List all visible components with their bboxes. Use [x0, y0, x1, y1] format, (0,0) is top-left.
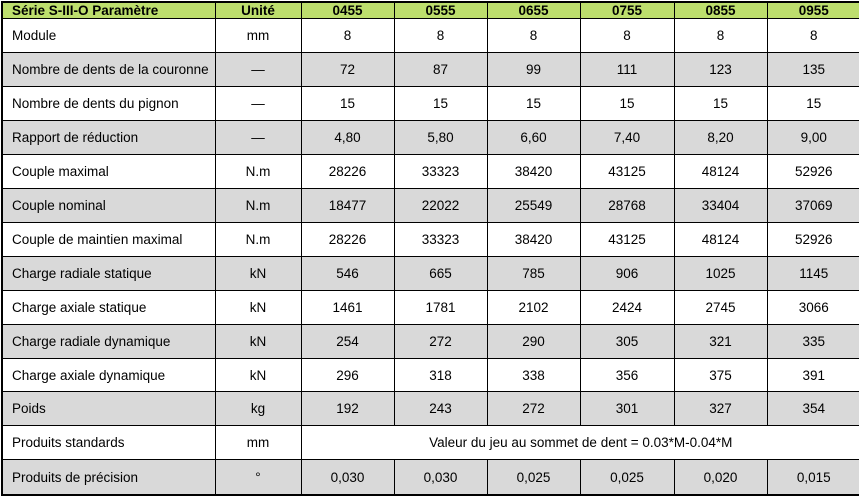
param-unit: N.m [215, 188, 301, 222]
param-value: 335 [767, 324, 859, 358]
param-value: 354 [767, 392, 859, 426]
header-model-0955: 0955 [767, 2, 859, 19]
param-value: 22022 [394, 188, 487, 222]
param-value: 7,40 [580, 120, 674, 154]
header-model-0755: 0755 [580, 2, 674, 19]
param-label: Rapport de réduction [2, 120, 215, 154]
param-value: 1025 [674, 256, 767, 290]
param-value: 18477 [301, 188, 394, 222]
header-model-0655: 0655 [487, 2, 580, 19]
param-value: 48124 [674, 222, 767, 256]
param-unit: — [215, 86, 301, 120]
header-unit: Unité [215, 2, 301, 19]
param-value: 38420 [487, 154, 580, 188]
param-value: 15 [394, 86, 487, 120]
header-model-0455: 0455 [301, 2, 394, 19]
param-value: 665 [394, 256, 487, 290]
param-value: 99 [487, 52, 580, 86]
param-value: 48124 [674, 154, 767, 188]
param-value: 87 [394, 52, 487, 86]
param-value: 2745 [674, 290, 767, 324]
param-value: 9,00 [767, 120, 859, 154]
param-value: 0,020 [674, 460, 767, 495]
param-value: 318 [394, 358, 487, 392]
header-model-0555: 0555 [394, 2, 487, 19]
param-label: Couple maximal [2, 154, 215, 188]
param-value: 356 [580, 358, 674, 392]
param-label: Charge radiale statique [2, 256, 215, 290]
table-row-charge-axiale-statique [2, 290, 859, 324]
param-value: 375 [674, 358, 767, 392]
header-model-0855: 0855 [674, 2, 767, 19]
param-value: 1461 [301, 290, 394, 324]
param-value: 272 [487, 392, 580, 426]
param-value: 37069 [767, 188, 859, 222]
param-value: 243 [394, 392, 487, 426]
param-value: 272 [394, 324, 487, 358]
param-value: 8 [580, 19, 674, 53]
table-body [2, 19, 859, 496]
param-value: 38420 [487, 222, 580, 256]
param-label: Couple nominal [2, 188, 215, 222]
param-value: 5,80 [394, 120, 487, 154]
param-value: 15 [580, 86, 674, 120]
table-row-produits-standards [2, 426, 859, 460]
param-value: 111 [580, 52, 674, 86]
param-value: 8 [301, 19, 394, 53]
table-row-module [2, 19, 859, 53]
param-value: 8,20 [674, 120, 767, 154]
param-value: 15 [674, 86, 767, 120]
table-row-couple-maximal [2, 154, 859, 188]
param-value: 6,60 [487, 120, 580, 154]
param-unit: kN [215, 256, 301, 290]
param-value: 72 [301, 52, 394, 86]
param-value: 906 [580, 256, 674, 290]
param-value: 192 [301, 392, 394, 426]
param-label: Module [2, 19, 215, 53]
param-label: Produits de précision [2, 460, 215, 495]
parameters-table [1, 1, 859, 496]
table-row-couple-maintien [2, 222, 859, 256]
param-value: 43125 [580, 222, 674, 256]
param-value: 290 [487, 324, 580, 358]
param-value: 33323 [394, 154, 487, 188]
param-value: 28768 [580, 188, 674, 222]
param-value: 0,015 [767, 460, 859, 495]
param-unit: N.m [215, 222, 301, 256]
table-row-dents-couronne [2, 52, 859, 86]
param-value: 123 [674, 52, 767, 86]
param-value: 135 [767, 52, 859, 86]
param-value: 52926 [767, 222, 859, 256]
param-value: 3066 [767, 290, 859, 324]
param-value: 15 [301, 86, 394, 120]
param-label: Nombre de dents de la couronne [2, 52, 215, 86]
param-value: 8 [674, 19, 767, 53]
param-label: Couple de maintien maximal [2, 222, 215, 256]
param-unit: N.m [215, 154, 301, 188]
param-unit: — [215, 52, 301, 86]
param-unit: mm [215, 426, 301, 460]
param-value: 33404 [674, 188, 767, 222]
header-param-title: Série S-III-O Paramètre [2, 2, 215, 19]
param-value: 15 [487, 86, 580, 120]
table-row-poids [2, 392, 859, 426]
param-unit: kN [215, 290, 301, 324]
param-value: 0,030 [301, 460, 394, 495]
param-value: 0,030 [394, 460, 487, 495]
table-row-dents-pignon [2, 86, 859, 120]
param-label: Charge axiale dynamique [2, 358, 215, 392]
table-row-rapport-reduction [2, 120, 859, 154]
param-value: 338 [487, 358, 580, 392]
param-value: 321 [674, 324, 767, 358]
param-value: 327 [674, 392, 767, 426]
param-value: 8 [487, 19, 580, 53]
param-label: Charge radiale dynamique [2, 324, 215, 358]
table-row-produits-precision [2, 460, 859, 495]
param-label: Charge axiale statique [2, 290, 215, 324]
param-value: 43125 [580, 154, 674, 188]
param-label: Produits standards [2, 426, 215, 460]
param-value: 254 [301, 324, 394, 358]
param-value: 1145 [767, 256, 859, 290]
param-unit: mm [215, 19, 301, 53]
param-label: Poids [2, 392, 215, 426]
param-value: 28226 [301, 154, 394, 188]
param-unit: kN [215, 324, 301, 358]
param-value: 25549 [487, 188, 580, 222]
param-value: 296 [301, 358, 394, 392]
param-value: 8 [394, 19, 487, 53]
param-value: 305 [580, 324, 674, 358]
table-row-charge-radiale-dynamique [2, 324, 859, 358]
table-row-couple-nominal [2, 188, 859, 222]
param-value: 546 [301, 256, 394, 290]
param-merged-value: Valeur du jeu au sommet de dent = 0.03*M-0.04*M [301, 426, 859, 460]
param-value: 28226 [301, 222, 394, 256]
param-value: 1781 [394, 290, 487, 324]
param-value: 2424 [580, 290, 674, 324]
table-header [2, 2, 859, 19]
param-value: 785 [487, 256, 580, 290]
param-value: 0,025 [580, 460, 674, 495]
param-value: 391 [767, 358, 859, 392]
param-value: 52926 [767, 154, 859, 188]
param-label: Nombre de dents du pignon [2, 86, 215, 120]
param-value: 0,025 [487, 460, 580, 495]
param-unit: ° [215, 460, 301, 495]
param-unit: — [215, 120, 301, 154]
table-row-charge-axiale-dynamique [2, 358, 859, 392]
param-value: 8 [767, 19, 859, 53]
header-row [2, 2, 859, 19]
table-row-charge-radiale-statique [2, 256, 859, 290]
param-value: 4,80 [301, 120, 394, 154]
param-value: 301 [580, 392, 674, 426]
param-value: 15 [767, 86, 859, 120]
param-unit: kg [215, 392, 301, 426]
param-unit: kN [215, 358, 301, 392]
param-value: 2102 [487, 290, 580, 324]
param-value: 33323 [394, 222, 487, 256]
